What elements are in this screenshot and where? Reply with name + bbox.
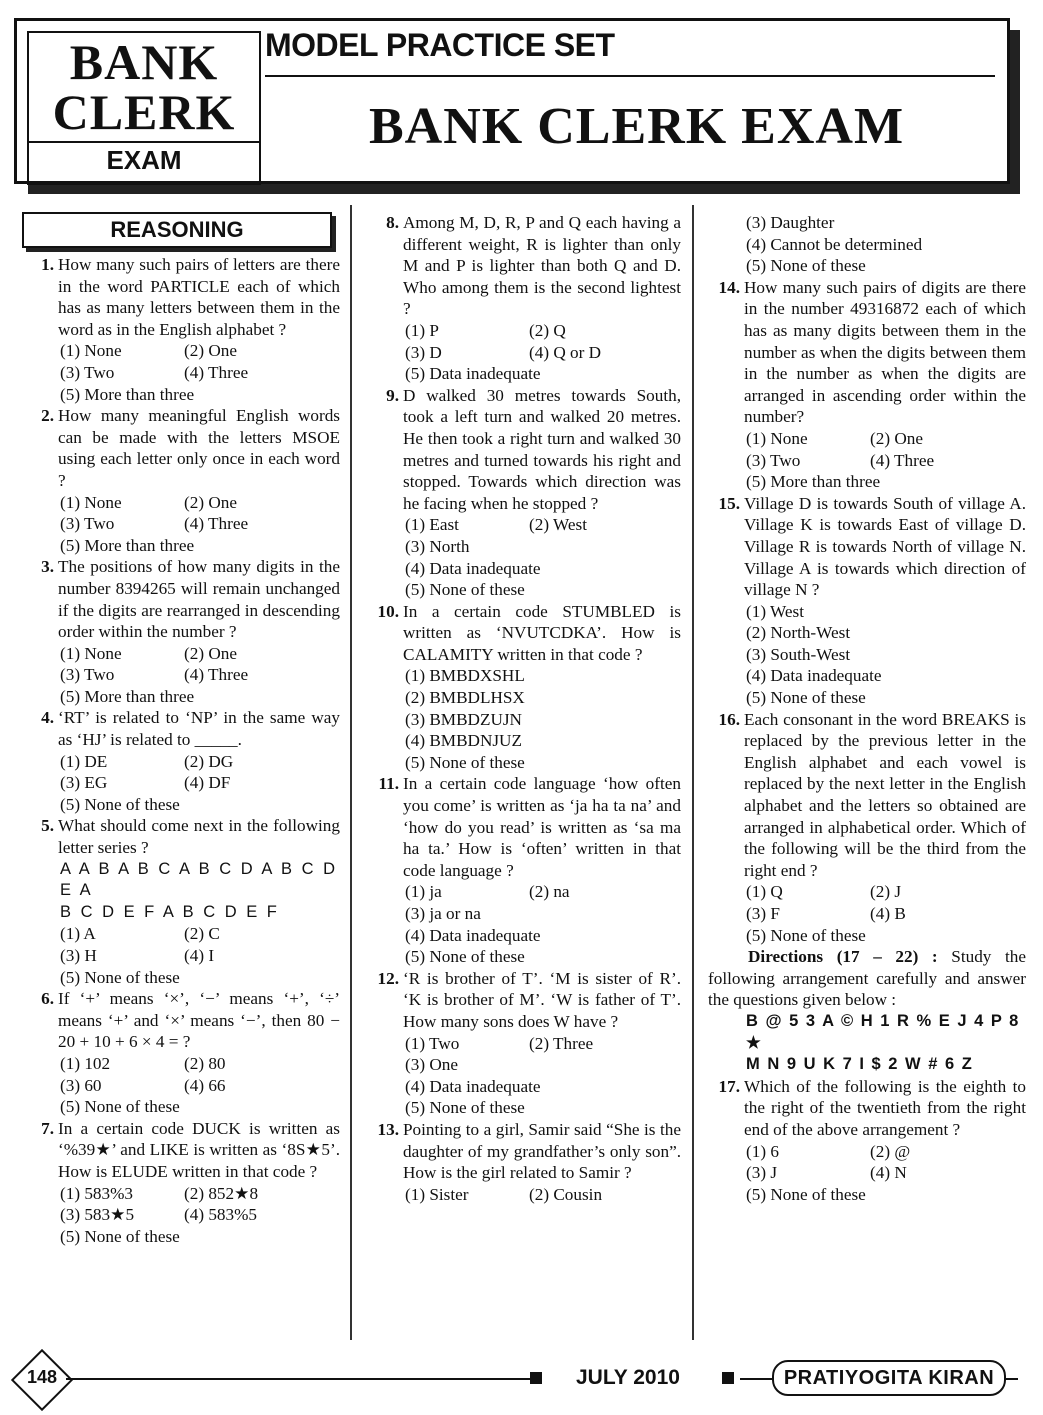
question-number: 13. — [377, 1119, 399, 1139]
question-number: 3. — [41, 557, 54, 577]
question-number: 16. — [718, 709, 740, 729]
option: (1) P — [405, 320, 439, 340]
option: (3) H — [60, 946, 97, 965]
question-10 — [367, 601, 681, 666]
option: (2) J — [870, 882, 902, 902]
question-text: If ‘+’ means ‘×’, ‘−’ means ‘+’, ‘÷’ means ‘+’ and ‘×’ means ‘−’, then 80 − 20 + 10 + 6 × 4 = ? — [58, 989, 340, 1052]
options-7 — [22, 1183, 340, 1248]
option: (4) Three — [184, 514, 249, 534]
options-2 — [22, 492, 340, 557]
question-number: 8. — [386, 213, 399, 232]
options-4 — [22, 751, 340, 816]
options-17 — [708, 1141, 1026, 1206]
question-text: Among M, D, R, P and Q each having a different weight, R is lighter than only M and P is lighter than both Q and D. Who among them is the second lightest ? — [403, 213, 681, 319]
options-5 — [22, 923, 340, 988]
option: (2) West — [529, 515, 587, 535]
option: (3) F — [746, 904, 780, 923]
option: (5) More than three — [60, 535, 195, 555]
masthead — [14, 18, 1020, 194]
page-footer — [16, 1356, 1026, 1400]
options-14 — [708, 428, 1026, 493]
option: (2) C — [184, 924, 220, 944]
footer-square-right — [722, 1372, 734, 1384]
option: (1) Q — [746, 882, 783, 902]
page-title: BANK CLERK EXAM — [369, 98, 905, 155]
question-3 — [22, 556, 340, 642]
question-text: How many such pairs of letters are there in the word PARTICLE each of which has as many letters between them in the word as in the English alphabet ? — [58, 255, 340, 339]
question-1 — [22, 254, 340, 340]
question-4 — [22, 707, 340, 750]
question-2 — [22, 405, 340, 491]
option: (2) BMBDLHSX — [405, 688, 525, 708]
section-heading: REASONING — [22, 212, 332, 248]
options-8 — [367, 320, 681, 385]
options-15 — [708, 601, 1026, 709]
question-15 — [708, 493, 1026, 601]
option: (1) 583%3 — [60, 1183, 134, 1203]
page-number: 148 — [26, 1367, 58, 1387]
option: (4) 66 — [184, 1075, 226, 1095]
series-logo — [27, 31, 261, 185]
options-11 — [367, 881, 681, 967]
option: (4) B — [870, 904, 906, 923]
question-number: 2. — [41, 406, 54, 426]
option: (5) None of these — [405, 1098, 525, 1118]
option: (1) 6 — [746, 1141, 779, 1161]
option: (1) BMBDXSHL — [405, 666, 525, 686]
option: (3) North — [405, 536, 470, 556]
letter-series-line-1: A A B A B C A B C D A B C D E A — [60, 859, 338, 900]
logo-line-bank: BANK — [69, 34, 219, 90]
question-text: Village D is towards South of village A. Village K is towards East of village D. Village R is towards North of village N. Village A is towards which direction of village N ? — [744, 493, 1026, 600]
option: (5) None of these — [405, 580, 525, 600]
options-13 — [367, 1184, 681, 1206]
option: (4) Three — [184, 665, 249, 685]
options-10 — [367, 665, 681, 773]
question-text: What should come next in the following letter series ? — [58, 816, 340, 858]
option: (4) Q or D — [529, 342, 602, 362]
letter-series-line-2: B C D E F A B C D E F — [60, 902, 280, 921]
option: (2) One — [870, 428, 923, 448]
options-3 — [22, 643, 340, 708]
footer-square-left — [530, 1372, 542, 1384]
option: (3) Two — [746, 450, 801, 470]
question-text: ‘RT’ is related to ‘NP’ in the same way as ‘HJ’ is related to _____. — [58, 708, 340, 750]
arrangement-line-2: M N 9 U K 7 I $ 2 W # 6 Z — [746, 1055, 974, 1074]
option: (1) East — [405, 515, 459, 535]
column-divider-2 — [692, 205, 694, 1340]
option: (5) None of these — [746, 1184, 866, 1204]
question-number: 9. — [386, 385, 399, 405]
page-subtitle: MODEL PRACTICE SET — [265, 27, 615, 63]
logo-line-clerk: CLERK — [52, 84, 236, 140]
question-text: In a certain code DUCK is written as ‘%39★’ and LIKE is written as ‘8S★5’. How is ELUDE written in that code ? — [58, 1118, 340, 1181]
option: (5) None of these — [60, 794, 180, 814]
column-2 — [367, 212, 681, 1205]
option: (3) BMBDZUJN — [405, 709, 522, 729]
option: (2) North-West — [746, 623, 851, 643]
option: (4) Data inadequate — [405, 558, 541, 578]
question-number: 7. — [41, 1118, 54, 1138]
question-number: 14. — [718, 277, 740, 297]
option: (5) None of these — [405, 752, 525, 772]
option: (5) More than three — [60, 384, 195, 404]
directions-label: Directions (17 – 22) : — [748, 947, 938, 967]
question-text: Each consonant in the word BREAKS is replaced by the previous letter in the English alphabet and each vowel is replaced by the next letter in the English alphabet and the letters so obtained are arranged in alphabetical order. Which of the following will be the third from the right end ? — [744, 709, 1026, 880]
column-3 — [708, 212, 1026, 1205]
option: (4) I — [184, 946, 215, 965]
option: (5) None of these — [746, 925, 866, 945]
option: (4) Data inadequate — [405, 925, 541, 945]
question-text: How many meaningful English words can be made with the letters MSOE using each letter only once in each word ? — [58, 406, 340, 490]
option: (3) ja or na — [405, 904, 481, 923]
option: (4) Cannot be determined — [746, 234, 923, 254]
question-number: 6. — [41, 989, 54, 1009]
option: (3) South-West — [746, 644, 851, 664]
options-6 — [22, 1053, 340, 1118]
option: (3) EG — [60, 773, 108, 793]
option: (5) More than three — [746, 472, 881, 492]
question-text: ‘R is brother of T’. ‘M is sister of R’. ‘K is brother of M’. ‘W is father of T’. How many sons does W have ? — [403, 968, 681, 1031]
question-number: 12. — [377, 968, 399, 988]
options-9 — [367, 514, 681, 600]
option: (4) DF — [184, 773, 231, 793]
question-16 — [708, 709, 1026, 882]
question-12 — [367, 968, 681, 1033]
logo-line-exam: EXAM — [106, 145, 182, 175]
footer-rule-right — [740, 1378, 772, 1380]
issue-month: JULY 2010 — [576, 1366, 680, 1389]
question-number: 15. — [718, 493, 740, 513]
option: (3) Two — [60, 514, 115, 534]
option: (3) D — [405, 342, 442, 362]
option: (5) Data inadequate — [405, 364, 541, 384]
option: (3) Two — [60, 362, 115, 382]
question-7 — [22, 1118, 340, 1183]
option: (1) None — [60, 643, 122, 663]
option: (4) Three — [870, 450, 935, 470]
option: (3) J — [746, 1163, 778, 1183]
option: (1) DE — [60, 751, 108, 771]
question-text: In a certain code STUMBLED is written as ‘NVUTCDKA’. How is CALAMITY written in that code ? — [403, 601, 681, 664]
option: (1) Two — [405, 1033, 460, 1053]
option: (4) BMBDNJUZ — [405, 731, 522, 751]
question-number: 11. — [378, 774, 399, 794]
option: (3) 583★5 — [60, 1205, 135, 1225]
question-number: 17. — [718, 1076, 740, 1096]
option: (5) More than three — [60, 686, 195, 706]
option: (4) Three — [184, 362, 249, 382]
subtitle-rule — [265, 75, 995, 77]
option: (5) None of these — [405, 947, 525, 967]
column-divider-1 — [350, 205, 352, 1340]
option: (1) ja — [405, 882, 442, 902]
options-16 — [708, 881, 1026, 946]
option: (2) Cousin — [529, 1184, 603, 1204]
question-number: 10. — [377, 601, 399, 621]
option: (5) None of these — [746, 256, 866, 276]
options-12 — [367, 1033, 681, 1119]
question-text: D walked 30 metres towards South, took a left turn and walked 20 metres. He then took a right turn and walked 30 metres and turned towards his right and stopped. Towards which direction was he facing when he stopped ? — [403, 385, 681, 513]
question-8 — [367, 212, 681, 320]
option: (1) 102 — [60, 1053, 111, 1073]
option: (2) 852★8 — [184, 1183, 259, 1203]
magazine-name: PRATIYOGITA KIRAN — [772, 1360, 1006, 1396]
option: (3) One — [405, 1055, 458, 1075]
option: (3) Two — [60, 665, 115, 685]
option: (2) DG — [184, 751, 234, 771]
option: (4) Data inadequate — [746, 666, 882, 686]
option: (3) 60 — [60, 1075, 102, 1095]
option: (4) Data inadequate — [405, 1076, 541, 1096]
question-number: 1. — [41, 255, 54, 274]
option: (4) 583%5 — [184, 1205, 258, 1225]
footer-rule-tail — [1004, 1378, 1018, 1380]
option: (2) @ — [870, 1141, 911, 1161]
arrangement-line-1: B @ 5 3 A © H 1 R % E J 4 P 8 ★ — [746, 1011, 1020, 1052]
option: (2) One — [184, 643, 237, 663]
question-number: 5. — [41, 816, 54, 836]
option: (2) Q — [529, 320, 566, 340]
question-text: The positions of how many digits in the number 8394265 will remain unchanged if the digits are rearranged in descending order within the number ? — [58, 557, 340, 642]
masthead-frame — [14, 18, 1010, 184]
question-11 — [367, 773, 681, 881]
option: (1) Sister — [405, 1184, 469, 1204]
option: (2) na — [529, 882, 570, 902]
option: (1) None — [60, 492, 122, 512]
question-text: Pointing to a girl, Samir said “She is the daughter of my grandfather’s only son”. How is the girl related to Samir ? — [403, 1119, 681, 1183]
question-text: How many such pairs of digits are there in the number 49316872 each of which has as many digits between them in the number as when the digits between them in the number as when the digits are arranged in ascending order within the number? — [744, 277, 1026, 427]
column-1 — [22, 212, 340, 1247]
option: (5) None of these — [60, 967, 180, 987]
question-5 — [22, 815, 340, 858]
option: (2) Three — [529, 1033, 594, 1053]
option: (2) 80 — [184, 1053, 226, 1073]
question-9 — [367, 385, 681, 515]
option: (5) None of these — [60, 1097, 180, 1117]
option: (3) Daughter — [746, 213, 835, 232]
option: (2) One — [184, 341, 237, 361]
option: (1) None — [746, 428, 808, 448]
question-6 — [22, 988, 340, 1053]
footer-rule-left — [66, 1378, 536, 1380]
directions-block — [708, 946, 1026, 1011]
options-13-continued — [708, 212, 1026, 277]
option: (2) One — [184, 492, 237, 512]
option: (1) West — [746, 601, 804, 621]
question-14 — [708, 277, 1026, 428]
option: (4) N — [870, 1163, 907, 1183]
question-text: Which of the following is the eighth to the right of the twentieth from the right end of the above arrangement ? — [744, 1076, 1026, 1139]
option: (1) None — [60, 341, 122, 361]
question-13 — [367, 1119, 681, 1184]
question-number: 4. — [41, 708, 54, 728]
option: (1) A — [60, 924, 96, 944]
option: (5) None of these — [60, 1226, 180, 1246]
directions-text: Study the following arrangement carefully and answer the questions given below : — [708, 947, 1026, 1010]
options-1 — [22, 340, 340, 405]
question-text: In a certain code language ‘how often you come’ is written as ‘ja ha ta na’ and ‘how do you read’ is written as ‘sa ma ha ta.’ How is ‘often’ written in that code language ? — [403, 774, 681, 880]
question-17 — [708, 1076, 1026, 1141]
option: (5) None of these — [746, 688, 866, 708]
